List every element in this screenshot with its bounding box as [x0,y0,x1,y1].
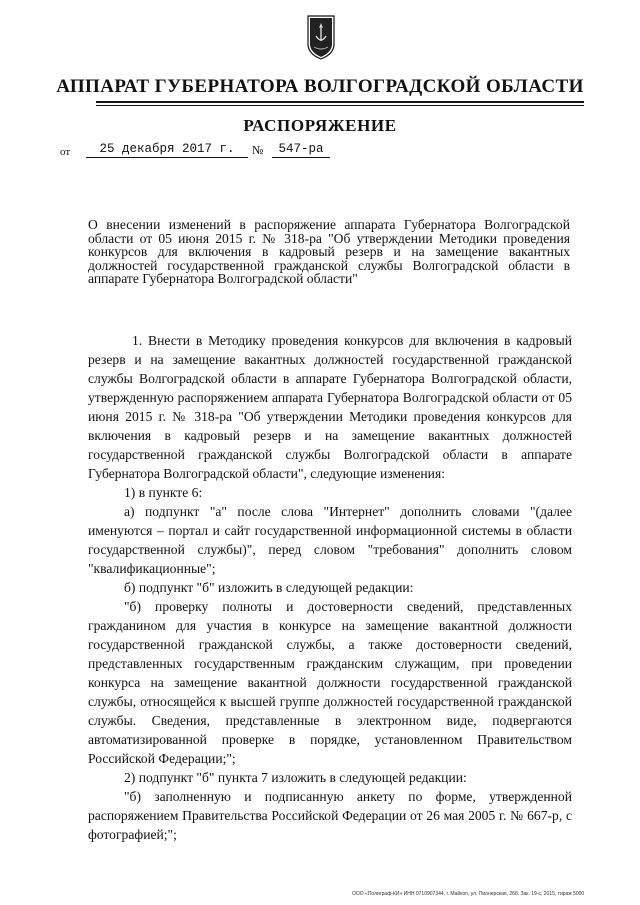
registration-row [60,138,360,160]
body-paragraph: 2) подпункт "б" пункта 7 изложить в следующей редакции: [124,770,467,785]
header-rule-thin [96,105,584,106]
document-body [88,331,572,844]
document-type: РАСПОРЯЖЕНИЕ [243,116,397,135]
number-prefix: № [252,143,264,157]
body-paragraph: 1. Внести в Методику проведения конкурсов для включения в кадровый резерв и на замещение вакантных должностей государственной гражданской службы Волгоградской области в аппарате Губернатора Волгоградской области, утвержденную распоряжением аппарата Губернатора Волгоградской области от 05 июня 2015 г. № 318-ра "Об утверждении Методики проведения конкурсов для включения в кадровый резерв и на замещение вакантных должностей государственной гражданской службы Волгоградской области в аппарате Губернатора Волгоградской области", следующие изменения: [88,333,572,481]
body-paragraph: б) подпункт "б" изложить в следующей редакции: [124,580,414,595]
document-date: 25 декабря 2017 г. [86,142,248,158]
header-rule-thick [96,101,584,103]
volgograd-coat-of-arms-icon [306,14,336,60]
body-paragraph: "б) проверку полноты и достоверности сведений, представленных гражданином для участия в конкурсе на замещение вакантной должности государственной гражданской службы, а также достоверности сведений, представленных государственным гражданским служащим, при проведении конкурса на замещение вакантной должности государственной гражданской службы, относящейся к высшей группе должностей государственной гражданской службы. Сведения, представленные в электронном виде, подвергаются автоматизированной проверке в порядке, установленном Правительством Российской Федерации;"; [88,599,572,766]
body-paragraph: а) подпункт "а" после слова "Интернет" дополнить словами "(далее именуются – портал и сайт государственной информационной системы в области государственной службы)", перед словом "требования" дополнить словом "квалификационные"; [88,504,572,576]
organization-title: АППАРАТ ГУБЕРНАТОРА ВОЛГОГРАДСКОЙ ОБЛАСТИ [56,76,584,97]
body-paragraph: "б) заполненную и подписанную анкету по форме, утвержденной распоряжением Правительства Российской Федерации от 26 мая 2005 г. № 667-р, с фотографией;"; [88,789,572,842]
body-paragraph: 1) в пункте 6: [124,485,203,500]
document-subject [88,218,570,286]
document-number: 547-ра [272,142,330,158]
subject-text: О внесении изменений в распоряжение аппарата Губернатора Волгоградской области от 05 июня 2015 г. № 318-ра "Об утверждении Методики проведения конкурсов для включения в кадровый резерв и на замещение вакантных должностей государственной гражданской службы Волгоградской области в аппарате Губернатора Волгоградской области" [88,217,570,286]
printer-imprint: ООО «Полиграф-КИ» ИНН 0710907344, г. Майкоп, ул. Пионерская, 268. Зак. 19-с, 2015, тираж 5000 [352,891,585,897]
date-prefix: от [60,146,71,158]
